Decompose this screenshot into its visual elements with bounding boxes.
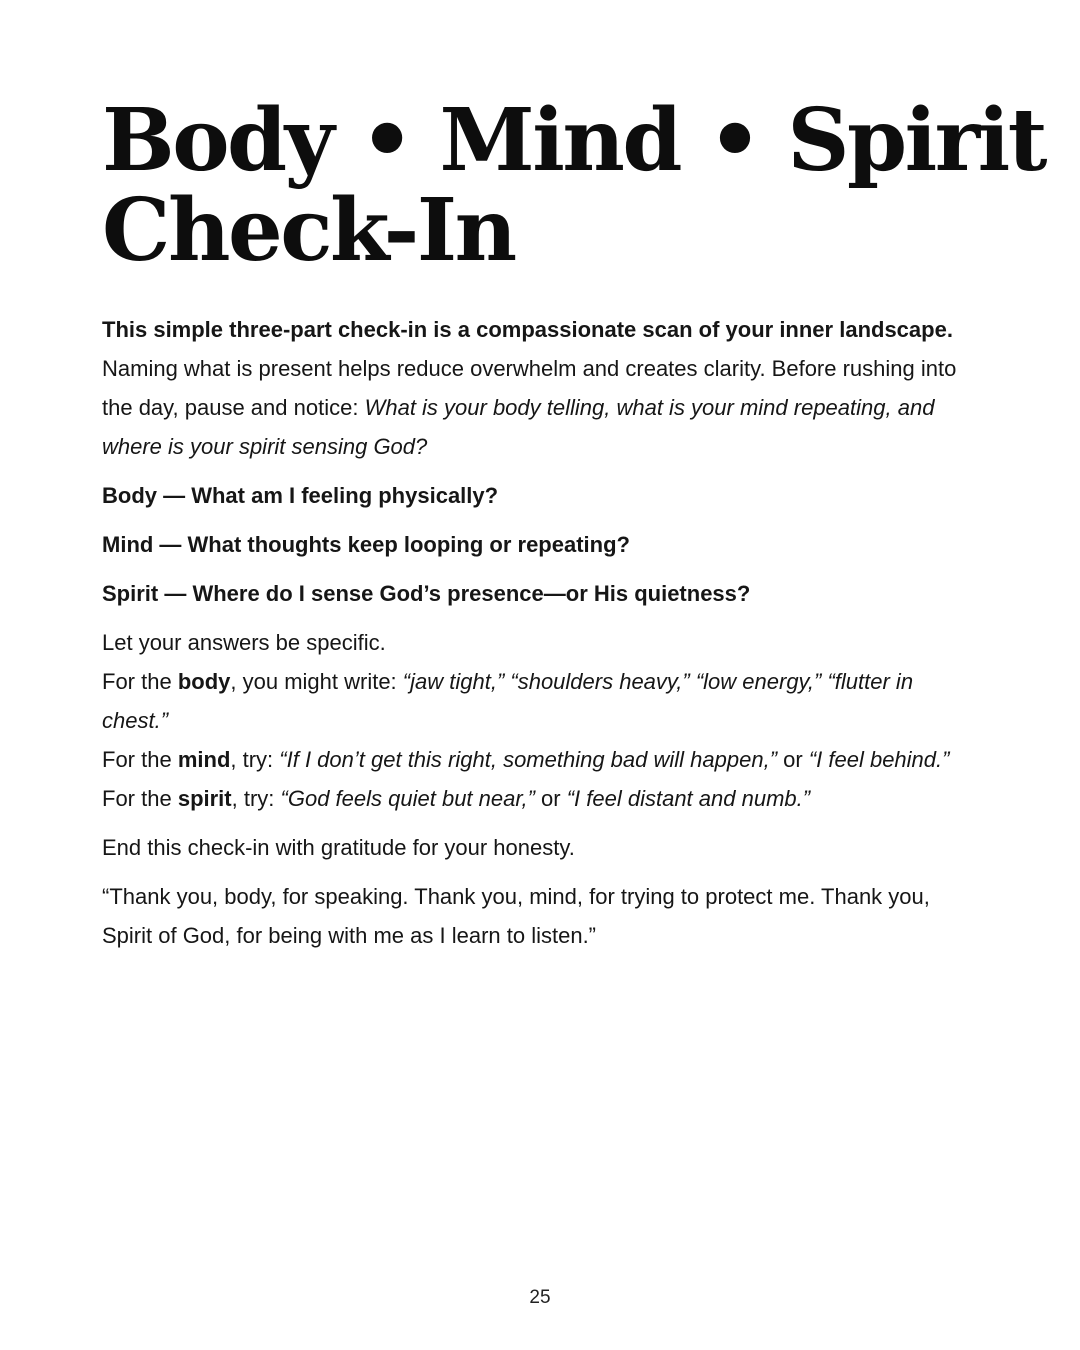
example-spirit: [102, 786, 810, 811]
example-body: [102, 669, 913, 733]
question-spirit: Spirit — Where do I sense God’s presence—or His quietness?: [102, 581, 751, 606]
examples-paragraph: [102, 623, 982, 818]
body-text: [102, 310, 982, 955]
intro-text: Naming what is present helps reduce overwhelm and creates clarity. Before rushing into the day, pause and notice:: [102, 356, 957, 420]
example-spirit-word: spirit: [177, 786, 232, 811]
example-spirit-prefix: For the: [102, 786, 172, 811]
title-line-1: Body • Mind • Spirit: [102, 90, 1045, 191]
example-body-word: body: [177, 669, 231, 694]
example-mind-word: mind: [177, 747, 231, 772]
intro-paragraph: [102, 310, 982, 466]
example-spirit-quote-2: “I feel distant and numb.”: [566, 786, 811, 811]
example-mind: [102, 747, 949, 772]
prayer-text: “Thank you, body, for speaking. Thank you, mind, for trying to protect me. Thank you, Spirit of God, for being with me as I learn to listen.”: [102, 884, 930, 948]
intro-italic: What is your body telling, what is your mind repeating, and where is your spirit sensing God?: [102, 395, 935, 459]
example-body-mid: , you might write:: [230, 669, 397, 694]
example-body-quote: “jaw tight,” “shoulders heavy,” “low energy,” “flutter in chest.”: [102, 669, 914, 733]
title-line-2: Check-In: [102, 180, 515, 281]
page-content: [102, 90, 1045, 955]
example-mind-mid: , try:: [230, 747, 274, 772]
example-mind-quote-1: “If I don’t get this right, something bad will happen,”: [279, 747, 778, 772]
example-body-prefix: For the: [102, 669, 172, 694]
example-mind-prefix: For the: [102, 747, 172, 772]
page-number: 25: [529, 1287, 551, 1308]
example-mind-or: or: [783, 747, 803, 772]
page-title: [102, 90, 1045, 281]
example-spirit-mid: , try:: [231, 786, 275, 811]
example-spirit-quote-1: “God feels quiet but near,”: [280, 786, 535, 811]
intro-lead: This simple three-part check-in is a compassionate scan of your inner landscape.: [102, 317, 953, 342]
question-mind: Mind — What thoughts keep looping or repeating?: [102, 532, 630, 557]
example-spirit-or: or: [541, 786, 561, 811]
example-mind-quote-2: “I feel behind.”: [808, 747, 950, 772]
question-body: Body — What am I feeling physically?: [102, 483, 499, 508]
specific-text: Let your answers be specific.: [102, 630, 386, 655]
closing-text: End this check-in with gratitude for your honesty.: [102, 835, 575, 860]
